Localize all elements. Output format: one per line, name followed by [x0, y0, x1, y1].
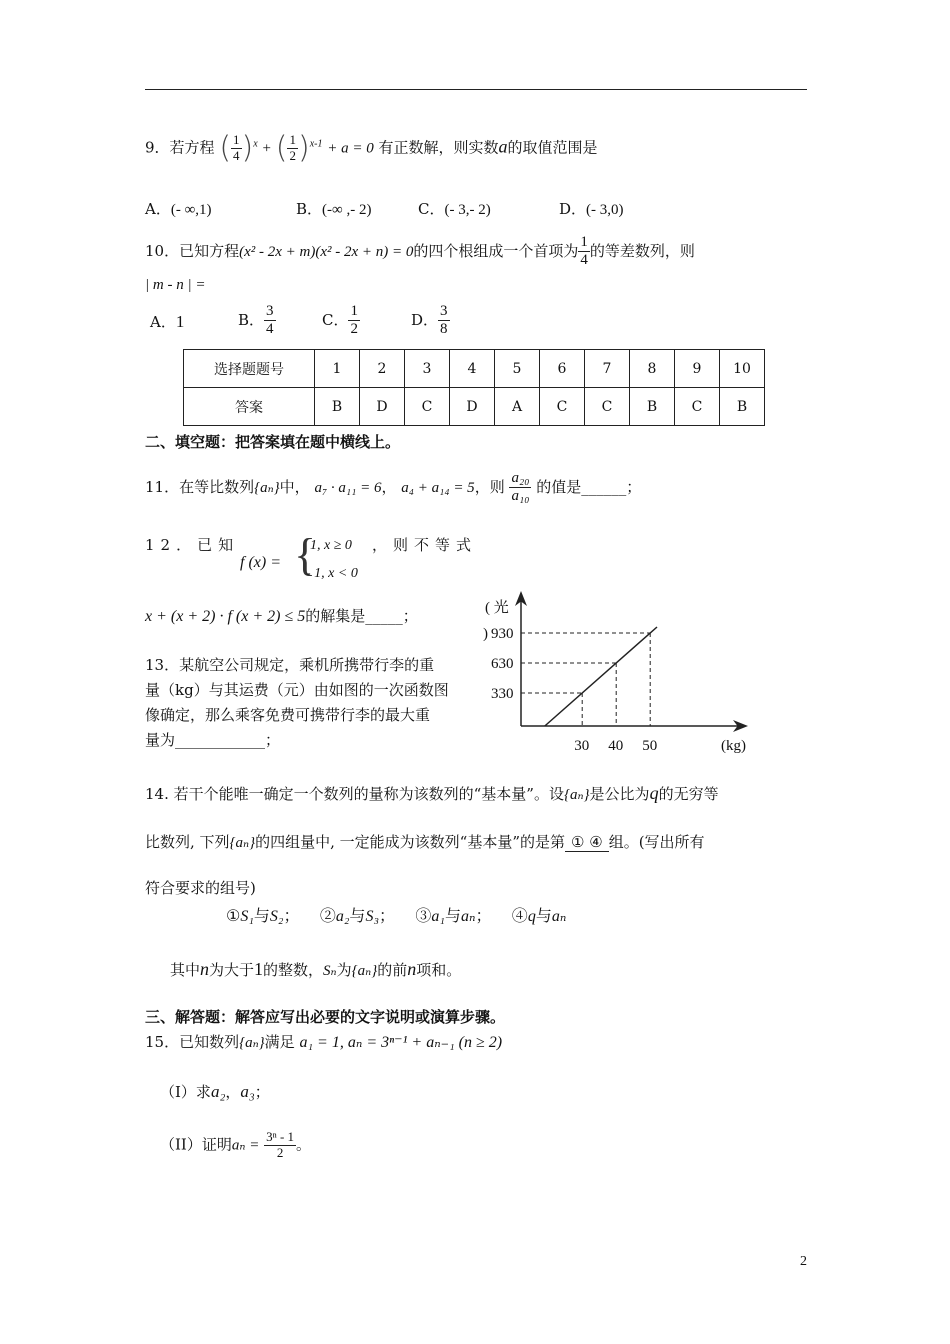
table-cell: 6	[540, 350, 585, 388]
q9-option-b: B．(-∞ ,- 2)	[296, 200, 372, 218]
y-tick-label: 930	[491, 626, 514, 642]
q12-then: ，则不等式	[372, 536, 478, 554]
q11-cond2: a₄ + a₁₄ = 5	[401, 479, 475, 496]
q12-case2: - 1, x < 0	[306, 566, 358, 581]
q15-part-2: （II）证明aₙ = $\frac{\text{3ⁿ - 1}}{2}$ 。	[160, 1129, 312, 1160]
q15-seq: {aₙ}	[239, 1035, 265, 1051]
q13-blank: ____________	[175, 731, 266, 749]
table-cell: C	[405, 388, 450, 426]
q9-option-c: C．(- 3,- 2)	[418, 200, 491, 218]
q10-option-b: B． $\frac{3}{4}$	[238, 303, 274, 338]
q14-answer: ① ④	[565, 833, 609, 852]
paren-right: )	[241, 130, 254, 166]
freight-line	[545, 627, 657, 726]
table-cell: 5	[495, 350, 540, 388]
q12-blank: _____	[365, 607, 403, 625]
q10-option-d: D． $\frac{3}{8}$	[411, 303, 448, 338]
q14-line-2: 比数列, 下列{aₙ}的四组量中, 一定能成为该数列“基本量”的是第 ① ④ 组。(写出所有	[145, 833, 705, 851]
q11-frac: $\frac{\text{a₂₀}}{\text{a₁₀}}$	[511, 470, 530, 505]
q12-inequality-line: x + (x + 2) · f (x + 2) ≤ 5的解集是_____；	[145, 607, 418, 625]
table-cell: 9	[675, 350, 720, 388]
table-cell: 4	[450, 350, 495, 388]
q14-line-3: 符合要求的组号)	[145, 879, 256, 897]
q11-mid: 中，	[279, 477, 310, 496]
q9-label: 9．若方程	[145, 138, 215, 157]
q11-seq: {aₙ}	[254, 479, 280, 496]
table-cell: 7	[585, 350, 630, 388]
table-cell: 8	[630, 350, 675, 388]
q9-mid: 有正数解，则实数	[378, 138, 499, 157]
table-header-answer: 答案	[184, 388, 315, 426]
y-axis-label-2: )	[483, 626, 488, 642]
x-tick-label: 50	[642, 738, 658, 754]
x-tick-label: 40	[608, 738, 624, 754]
q10-option-c: C． $\frac{1}{2}$	[322, 303, 358, 338]
q14-line-1: 14. 若干个能唯一确定一个数列的量称为该数列的“基本量”。设{aₙ}是公比为q的无穷等	[145, 783, 719, 803]
q9-option-a: A．(- ∞,1)	[145, 200, 212, 218]
q10-equation: (x² - 2x + m)(x² - 2x + n) = 0	[239, 243, 414, 260]
q12-fx: f (x) =	[240, 554, 281, 571]
q14-group-4: ④q与aₙ	[511, 906, 567, 925]
x-tick-label: 30	[574, 738, 590, 754]
table-cell: 10	[720, 350, 765, 388]
q12-tail: 的解集是	[305, 607, 366, 625]
section-2-heading: 二、填空题：把答案填在题中横线上。	[145, 433, 401, 451]
q13-line-3: 像确定，那么乘客免费可携带行李的最大重	[145, 706, 431, 724]
table-cell: 2	[360, 350, 405, 388]
x-axis-label: (kg)	[721, 738, 746, 754]
y-axis-label: ( 光	[485, 600, 509, 616]
q10-frac: $\frac{1}{4}$	[580, 234, 588, 269]
q9-option-d: D．(- 3,0)	[559, 200, 624, 218]
paren-right-2: )	[297, 130, 310, 166]
y-tick-label: 330	[491, 686, 514, 702]
q10-option-a: A．1	[150, 312, 185, 331]
table-header-number: 选择题题号	[184, 350, 315, 388]
q14-q: q	[649, 783, 659, 803]
q14-group-1: ①S₁与S₂；	[226, 906, 300, 925]
header-rule	[145, 89, 807, 90]
y-tick-label: 630	[491, 656, 514, 672]
q12-ineq: x + (x + 2) · f (x + 2) ≤ 5	[145, 608, 306, 625]
table-cell: C	[540, 388, 585, 426]
q9-tail: 的取值范围是	[507, 138, 598, 157]
q11-cond1: a₇ · a₁₁ = 6	[314, 479, 382, 496]
q13-line-2: 量（kg）与其运费（元）由如图的一次函数图	[145, 681, 449, 699]
q13-line-4: 量为____________；	[145, 731, 281, 749]
q9-var: a	[498, 136, 508, 157]
q9-frac2: $\frac{1}{2}$	[289, 132, 296, 163]
table-cell: D	[360, 388, 405, 426]
q14-note: 其中n为大于1的整数，Sₙ为{aₙ}的前n项和。	[170, 959, 462, 979]
question-9: 9．若方程 ( $\frac{1}{4}$ )$^x$ + ( $\frac{1}{2}$ )$^{x-1}$ + a = 0 有正数解，则实数a的取值范围是	[145, 130, 598, 166]
table-cell: D	[450, 388, 495, 426]
q12-label: 12．已知	[145, 536, 240, 554]
q15-condition: a₁ = 1, aₙ = 3ⁿ⁻¹ + aₙ₋₁ (n ≥ 2)	[299, 1034, 503, 1051]
q11-tail: 的值是	[536, 477, 582, 496]
q11-label: 11．在等比数列	[145, 477, 255, 496]
table-cell: C	[585, 388, 630, 426]
q14-groups	[226, 906, 566, 926]
table-cell: A	[495, 388, 540, 426]
paren-left-2: (	[275, 130, 288, 166]
page-number: 2	[800, 1254, 807, 1269]
table-row	[184, 388, 765, 426]
q9-exp2: x-1	[309, 138, 323, 150]
q10-label: 10．已知方程	[145, 241, 240, 260]
q14-group-3: ③a₁与aₙ；	[415, 906, 492, 925]
q12-brace: {	[294, 529, 317, 580]
table-row	[184, 350, 765, 388]
freight-chart	[475, 590, 775, 760]
question-11: 11．在等比数列{aₙ}中， a₇ · a₁₁ = 6， a₄ + a₁₄ = 5，则 $\frac{\text{a₂₀}}{\text{a₁₀}}$ 的值是______；	[145, 470, 642, 505]
table-cell: B	[630, 388, 675, 426]
paren-left: (	[219, 130, 232, 166]
table-cell: C	[675, 388, 720, 426]
answer-table	[183, 349, 765, 426]
q10-line2: | m - n | =	[145, 277, 206, 293]
question-15: 15．已知数列{aₙ}满足 a₁ = 1, aₙ = 3ⁿ⁻¹ + aₙ₋₁ (n ≥ 2)	[145, 1033, 503, 1051]
q11-then: ，则	[474, 477, 505, 496]
q12-case1: 1, x ≥ 0	[310, 538, 352, 553]
q15-frac: $\frac{\text{3ⁿ - 1}}{2}$	[266, 1129, 295, 1160]
q9-frac1: $\frac{1}{4}$	[233, 132, 240, 163]
q11-blank: ______	[581, 477, 627, 496]
q13-line-1: 13．某航空公司规定，乘机所携带行李的重	[145, 656, 435, 674]
q9-rest: + a = 0	[327, 140, 374, 157]
q14-group-2: ②a₂与S₃；	[319, 906, 396, 925]
table-cell: B	[315, 388, 360, 426]
q10-tail: 的等差数列，则	[589, 241, 695, 260]
q14-seq: {aₙ}	[563, 787, 590, 803]
q10-mid: 的四个根组成一个首项为	[413, 241, 579, 260]
table-cell: 1	[315, 350, 360, 388]
question-10	[145, 234, 695, 270]
q15-part-1: （I）求a₂，a₃；	[160, 1082, 270, 1101]
section-3-heading: 三、解答题：解答应写出必要的文字说明或演算步骤。	[145, 1008, 506, 1026]
q9-exp1: x	[253, 138, 258, 150]
table-cell: B	[720, 388, 765, 426]
table-cell: 3	[405, 350, 450, 388]
